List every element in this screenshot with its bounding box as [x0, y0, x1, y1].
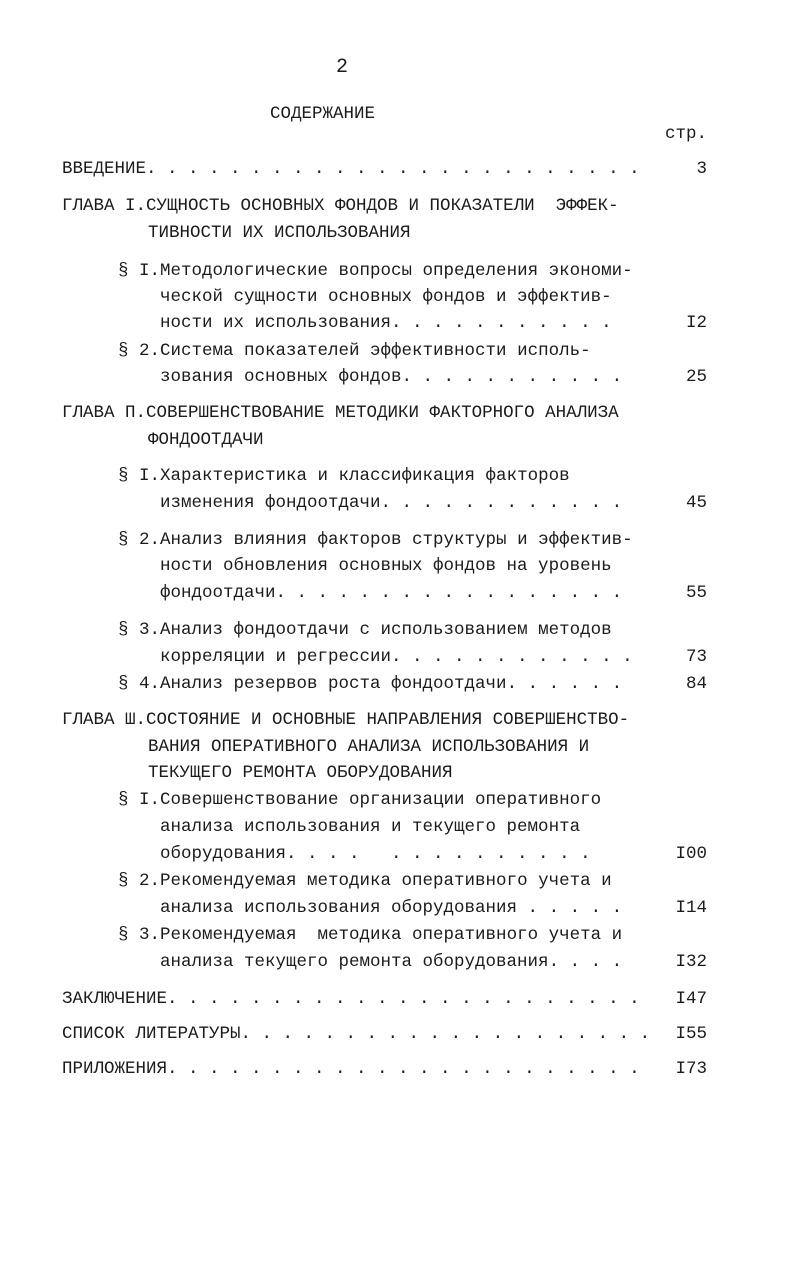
toc-page-number: 55 [685, 583, 707, 603]
section-line: фондоотдачи. . . . . . . . . . . . . . . . . [160, 583, 623, 603]
chapter-heading-line: ГЛАВА П.СОВЕРШЕНСТВОВАНИЕ МЕТОДИКИ ФАКТОРНОГО АНАЛИЗА [62, 403, 619, 423]
section-line: ности их использования. . . . . . . . . . . [160, 313, 612, 333]
toc-page-number: I14 [675, 898, 707, 918]
toc-entry-text: ВВЕДЕНИЕ. . . . . . . . . . . . . . . . . . . . . . . . [62, 159, 640, 179]
chapter-heading-line: ГЛАВА Ш.СОСТОЯНИЕ И ОСНОВНЫЕ НАПРАВЛЕНИЯ СОВЕРШЕНСТВО- [62, 710, 630, 730]
section-line: анализа текущего ремонта оборудования. . . . [160, 952, 623, 972]
toc-page-number: I73 [675, 1059, 707, 1079]
toc-entry-text: СПИСОК ЛИТЕРАТУРЫ. . . . . . . . . . . . . . . . . . . . [62, 1024, 651, 1044]
page-title: СОДЕРЖАНИЕ [270, 104, 376, 124]
section-line: изменения фондоотдачи. . . . . . . . . . . . [160, 493, 623, 513]
toc-page-number: I2 [685, 313, 707, 333]
chapter-heading-line: ТИВНОСТИ ИХ ИСПОЛЬЗОВАНИЯ [148, 223, 411, 243]
page-number: 2 [336, 56, 349, 79]
toc-page-number: I00 [675, 844, 707, 864]
toc-page-number: I47 [675, 989, 707, 1009]
section-line: зования основных фондов. . . . . . . . . . . [160, 367, 623, 387]
section-line: анализа использования и текущего ремонта [160, 817, 581, 837]
toc-page-number: 73 [685, 647, 707, 667]
toc-entry-text: ПРИЛОЖЕНИЯ. . . . . . . . . . . . . . . . . . . . . . . [62, 1059, 640, 1079]
section-line: § I.Методологические вопросы определения экономи- [118, 261, 633, 281]
section-line: § I.Совершенствование организации оперативного [118, 790, 602, 810]
section-line: оборудования. . . . . . . . . . . . . . [160, 844, 591, 864]
section-line: анализа использования оборудования . . . . . [160, 898, 623, 918]
section-line: ности обновления основных фондов на уровень [160, 556, 612, 576]
page-column-header: стр. [664, 124, 707, 144]
section-line: § I.Характеристика и классификация факторов [118, 466, 570, 486]
section-line: § 2.Система показателей эффективности исполь- [118, 341, 591, 361]
toc-page-number: 45 [685, 493, 707, 513]
section-line: § 3.Анализ фондоотдачи с использованием методов [118, 620, 612, 640]
chapter-heading-line: ГЛАВА I.СУЩНОСТЬ ОСНОВНЫХ ФОНДОВ И ПОКАЗАТЕЛИ ЭФФЕК- [62, 196, 619, 216]
section-line: § 2.Анализ влияния факторов структуры и эффектив- [118, 530, 633, 550]
toc-page-number: 3 [696, 159, 707, 179]
toc-page-number: I32 [675, 952, 707, 972]
section-line: § 3.Рекомендуемая методика оперативного учета и [118, 925, 623, 945]
toc-entry-text: ЗАКЛЮЧЕНИЕ. . . . . . . . . . . . . . . . . . . . . . . [62, 989, 640, 1009]
section-line: ческой сущности основных фондов и эффектив- [160, 287, 612, 307]
section-line: § 4.Анализ резервов роста фондоотдачи. . . . . . [118, 674, 623, 694]
section-line: корреляции и регрессии. . . . . . . . . . . . [160, 647, 633, 667]
chapter-heading-line: ВАНИЯ ОПЕРАТИВНОГО АНАЛИЗА ИСПОЛЬЗОВАНИЯ И [148, 737, 590, 757]
chapter-heading-line: ТЕКУЩЕГО РЕМОНТА ОБОРУДОВАНИЯ [148, 763, 453, 783]
toc-page-number: I55 [675, 1024, 707, 1044]
toc-page-number: 84 [685, 674, 707, 694]
chapter-heading-line: ФОНДООТДАЧИ [148, 430, 264, 450]
section-line: § 2.Рекомендуемая методика оперативного учета и [118, 871, 612, 891]
toc-page-number: 25 [685, 367, 707, 387]
